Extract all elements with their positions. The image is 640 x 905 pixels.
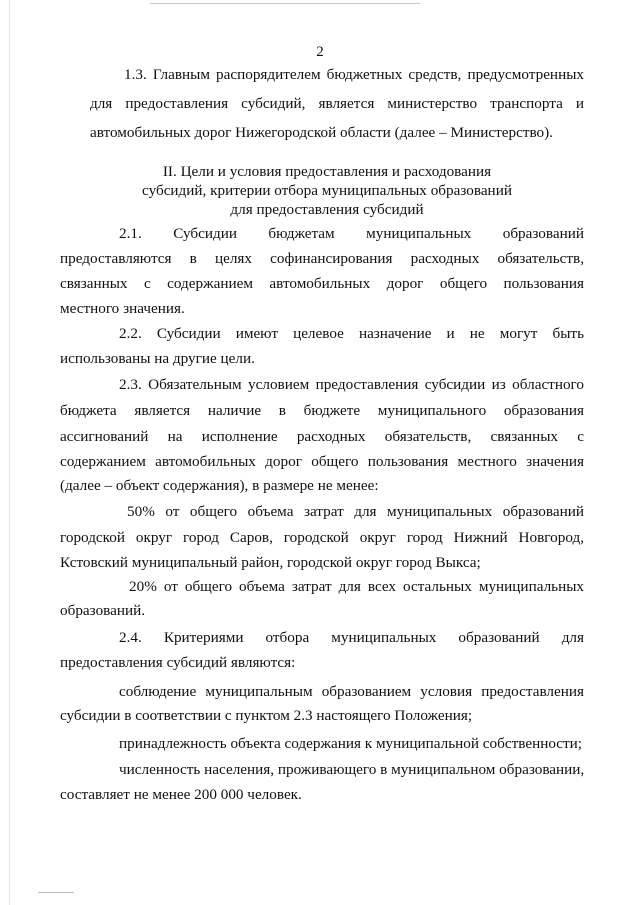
text-line: (далее – объект содержания), в размере не менее:	[60, 477, 379, 494]
heading-line: II. Цели и условия предоставления и расходования	[162, 163, 492, 180]
text-line: Кстовский муниципальный район, городской округ город Выкса;	[60, 554, 481, 571]
heading-line: для предоставления субсидий	[230, 201, 424, 218]
scan-artifact-top	[150, 3, 420, 4]
text-line: составляет не менее 200 000 человек.	[60, 786, 302, 803]
text-line: образований.	[60, 602, 146, 619]
text-line: принадлежность объекта содержания к муниципальной собственности;	[119, 735, 583, 752]
text-line: 1.3. Главным распорядителем бюджетных средств, предусмотренных	[124, 66, 584, 83]
text-line: автомобильных дорог Нижегородской области (далее – Министерство).	[90, 124, 553, 141]
text-line: 2.4. Критериями отбора муниципальных образований для	[119, 629, 584, 646]
text-line: местного значения.	[60, 300, 185, 317]
page-number: 2	[316, 44, 324, 60]
text-line: субсидии в соответствии с пунктом 2.3 настоящего Положения;	[60, 707, 473, 724]
text-line: ассигнований на исполнение расходных обязательств, связанных с	[60, 428, 584, 445]
text-line: 50% от общего объема затрат для муниципальных образований	[127, 503, 584, 520]
text-line: численность населения, проживающего в муниципальном образовании,	[119, 761, 585, 778]
text-line: использованы на другие цели.	[60, 350, 255, 367]
scan-artifact-left-edge	[9, 0, 10, 905]
text-line: 2.2. Субсидии имеют целевое назначение и не могут быть	[119, 325, 584, 342]
scan-artifact-bottom	[38, 892, 74, 893]
text-line: городской округ город Саров, городской округ город Нижний Новгород,	[60, 529, 584, 546]
text-line: связанных с содержанием автомобильных дорог общего пользования	[60, 275, 584, 292]
text-line: содержанием автомобильных дорог общего пользования местного значения	[60, 453, 584, 470]
text-line: 2.1. Субсидии бюджетам муниципальных образований	[119, 225, 584, 242]
text-line: 2.3. Обязательным условием предоставления субсидии из областного	[119, 376, 584, 393]
heading-line: субсидий, критерии отбора муниципальных образований	[142, 182, 512, 199]
text-line: для предоставления субсидий, является министерство транспорта и	[90, 95, 584, 112]
text-line: предоставляются в целях софинансирования расходных обязательств,	[60, 250, 584, 267]
text-line: соблюдение муниципальным образованием условия предоставления	[119, 683, 584, 700]
text-line: предоставления субсидий являются:	[60, 654, 296, 671]
text-line: 20% от общего объема затрат для всех остальных муниципальных	[129, 578, 584, 595]
text-line: бюджета является наличие в бюджете муниципального образования	[60, 402, 584, 419]
